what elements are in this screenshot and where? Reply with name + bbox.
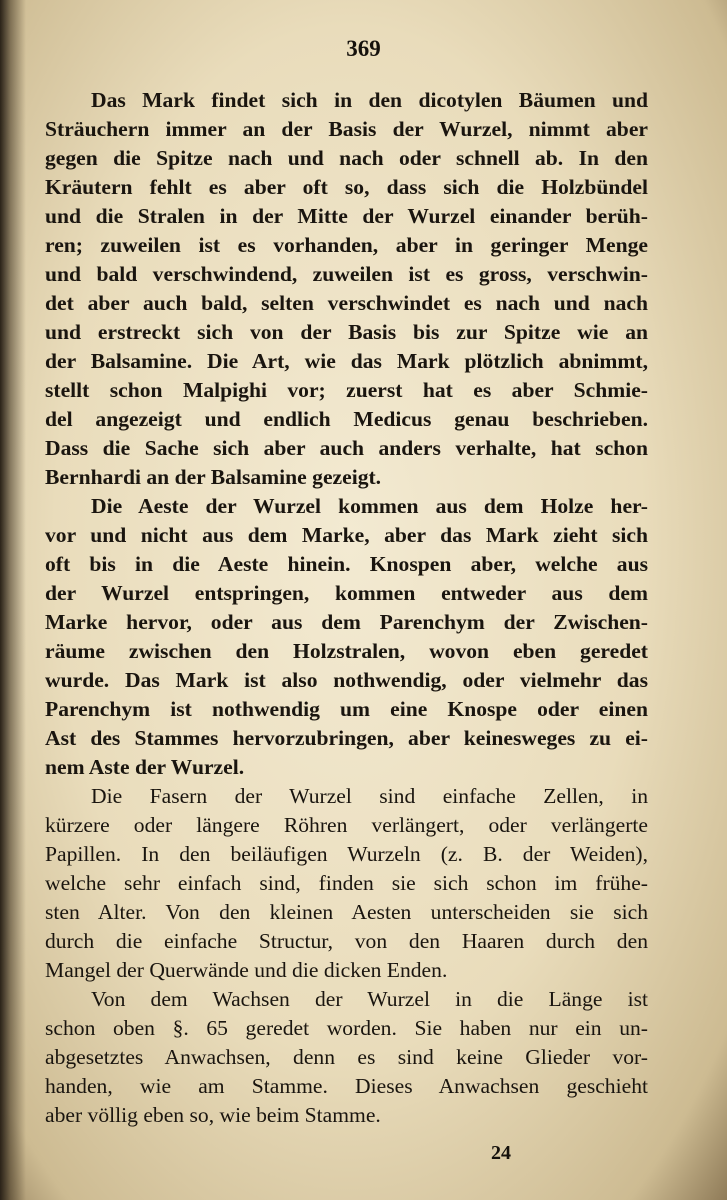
text-line: abgesetztes Anwachsen, denn es sind keine Glieder vor- [45, 1045, 648, 1069]
text-line: der Balsamine. Die Art, wie das Mark plötzlich abnimmt, [45, 349, 648, 373]
text-line: vor und nicht aus dem Marke, aber das Mark zieht sich [45, 523, 648, 547]
text-line: aber völlig eben so, wie beim Stamme. [45, 1103, 381, 1127]
page-number: 369 [346, 36, 381, 61]
text-line: Marke hervor, oder aus dem Parenchym der Zwischen- [45, 610, 648, 634]
text-line: der Wurzel entspringen, kommen entweder aus dem [45, 581, 648, 605]
text-line: stellt schon Malpighi vor; zuerst hat es aber Schmie- [45, 378, 648, 402]
text-line: Mangel der Querwände und die dicken Enden. [45, 958, 448, 982]
body-text [45, 86, 648, 1130]
text-line: und bald verschwindend, zuweilen ist es gross, verschwin- [45, 262, 648, 286]
text-line: Die Aeste der Wurzel kommen aus dem Holze her- [91, 494, 648, 518]
text-line: Kräutern fehlt es aber oft so, dass sich die Holzbündel [45, 175, 648, 199]
text-line: Die Fasern der Wurzel sind einfache Zellen, in [91, 784, 648, 808]
text-line: Bernhardi an der Balsamine gezeigt. [45, 465, 382, 489]
text-line: durch die einfache Structur, von den Haaren durch den [45, 929, 648, 953]
text-line: und erstreckt sich von der Basis bis zur Spitze wie an [45, 320, 648, 344]
text-line: ren; zuweilen ist es vorhanden, aber in geringer Menge [45, 233, 648, 257]
text-line: räume zwischen den Holzstralen, wovon eben geredet [45, 639, 648, 663]
text-line: Parenchym ist nothwendig um eine Knospe oder einen [45, 697, 648, 721]
text-line: schon oben §. 65 geredet worden. Sie haben nur ein un- [45, 1016, 648, 1040]
text-line: handen, wie am Stamme. Dieses Anwachsen geschieht [45, 1074, 648, 1098]
text-line: sten Alter. Von den kleinen Aesten unterscheiden sie sich [45, 900, 648, 924]
text-line: und die Stralen in der Mitte der Wurzel einander berüh- [45, 204, 648, 228]
text-line: kürzere oder längere Röhren verlängert, oder verlängerte [45, 813, 648, 837]
signature-mark: 24 [491, 1142, 511, 1164]
text-line: det aber auch bald, selten verschwindet es nach und nach [45, 291, 648, 315]
text-line: Papillen. In den beiläufigen Wurzeln (z. B. der Weiden), [45, 842, 648, 866]
text-line: Ast des Stammes hervorzubringen, aber keinesweges zu ei- [45, 726, 648, 750]
text-line: oft bis in die Aeste hinein. Knospen aber, welche aus [45, 552, 648, 576]
text-line: nem Aste der Wurzel. [45, 755, 245, 779]
text-line: wurde. Das Mark ist also nothwendig, oder vielmehr das [45, 668, 648, 692]
text-line: del angezeigt und endlich Medicus genau beschrieben. [45, 407, 648, 431]
text-line: Das Mark findet sich in den dicotylen Bäumen und [91, 88, 648, 112]
text-line: Von dem Wachsen der Wurzel in die Länge ist [91, 987, 648, 1011]
text-line: Dass die Sache sich aber auch anders verhalte, hat schon [45, 436, 648, 460]
text-line: welche sehr einfach sind, finden sie sich schon im frühe- [45, 871, 648, 895]
text-line: gegen die Spitze nach und nach oder schnell ab. In den [45, 146, 648, 170]
text-line: Sträuchern immer an der Basis der Wurzel, nimmt aber [45, 117, 648, 141]
